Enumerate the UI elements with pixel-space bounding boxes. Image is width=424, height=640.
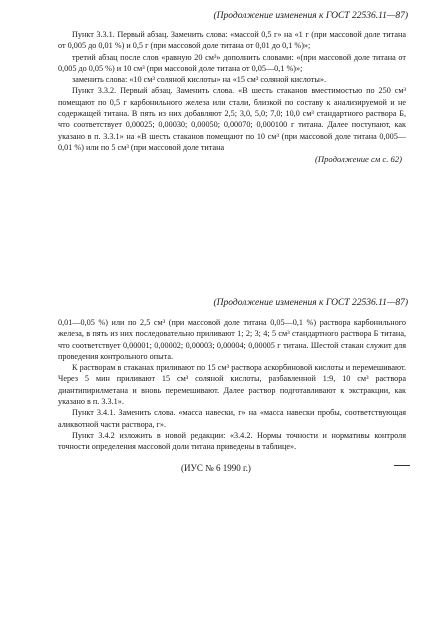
top-paragraph-3: заменить слова: «10 см³ соляной кислоты» на «15 см³ соляной кислоты».: [72, 75, 327, 85]
separator-dash: [394, 465, 410, 466]
bottom-paragraph-4: Пункт 3.4.2 изложить в новой редакции: «3.4.2. Нормы точности и нормативы контроля точности определения массовой доли титана приведены в таблице».: [58, 430, 406, 452]
top-body: [0, 29, 424, 153]
bottom-body: [0, 317, 424, 453]
top-paragraph-1: Пункт 3.3.1. Первый абзац. Заменить слова: «массой 0,5 г» на «1 г (при массовой доле титана от 0,005 до 0,01 %) и 0,5 г (при массовой доле титана от 0,01 до 0,1 %)»;: [58, 30, 406, 51]
top-header: (Продолжение изменения к ГОСТ 22536.11—87): [213, 11, 408, 21]
bottom-paragraph-2: К растворам в стаканах приливают по 15 см³ раствора аскорбиновой кислоты и перемешивают. Через 5 мин приливают 15 см³ соляной кислоты, разбавленной 1:9, 10 см³ раствора диантипирилметана и вновь перемешивают. Далее раствор подготавливают к экстракции, как указано в п. 3.3.1».: [58, 363, 406, 407]
bottom-paragraph-3: Пункт 3.4.1. Заменить слова. «масса навески, г» на «масса навески пробы, соответствующая аликвотной части раствора, г».: [58, 408, 406, 429]
bottom-fragment: [0, 298, 424, 473]
top-paragraph-4: Пункт 3.3.2. Первый абзац. Заменить слова. «В шесть стаканов вместимостью по 250 см³ помещают по 0,5 г карбонильного железа или стали, близкой по составу к анализируемой и не содержащей титана. В пять из них добавляют 2,5; 3,0, 5,0; 7,0; 10,0 см³ стандартного раствора Б, что соответствует 0,00025; 0,00030; 0,00050; 0,00070; 0,000100 г титана. Далее поступают, как указано в п. 3.3.1» на «В шесть стаканов помещают по 10 см³ (при массовой доле титана 0,005—0,01 %) или по 5 см³ (при массовой доле титана: [58, 86, 406, 152]
top-continuation-note: (Продолжение см с. 62): [315, 154, 402, 165]
issue-reference: (ИУС № 6 1990 г.): [181, 462, 251, 473]
bottom-paragraph-1: 0,01—0,05 %) или по 2,5 см³ (при массовой доле титана 0,05—0,1 %) раствора карбонильного железа, в пять из них последовательно приливают 1; 2; 3; 4; 5 см³ стандартного раствора Б титана, что соответствует 0,00001; 0,00002; 0,00003; 0,00004; 0,00005 г титана. Шестой стакан служит для проведения контрольного опыта.: [58, 318, 406, 361]
bottom-header: (Продолжение изменения к ГОСТ 22536.11—87): [213, 298, 408, 308]
top-fragment: [0, 11, 424, 164]
top-paragraph-2: третий абзац после слов «равную 20 см³» дополнить словами: «(при массовой доле титана от 0,005 до 0,05 %) и 10 см³ (при массовой доле титана от 0,05—0,1 %)»;: [58, 52, 406, 73]
